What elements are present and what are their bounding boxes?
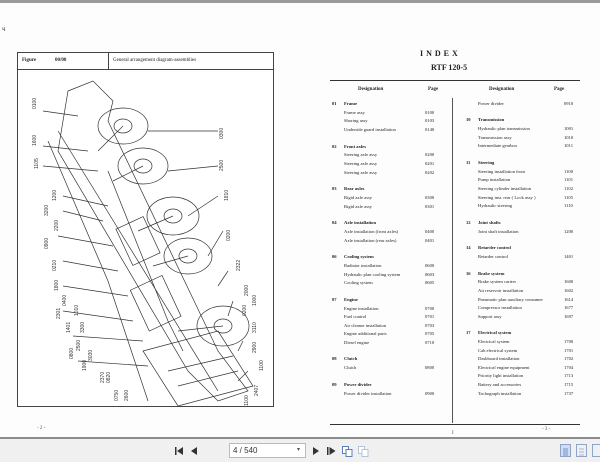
index-entry[interactable] <box>332 389 447 398</box>
section-number: 17 <box>466 330 471 336</box>
entry-page: 0910 <box>564 100 574 106</box>
page-mark: I <box>452 431 454 436</box>
svg-text:3110: 3110 <box>252 322 258 333</box>
entry-name: Priority light installation <box>478 373 524 379</box>
entry-page: 0103 <box>425 118 435 124</box>
entry-page: 0705 <box>425 331 435 337</box>
col-header-page-right: Page <box>554 87 565 92</box>
entry-name: Hydraulic plan cooling system <box>344 271 401 277</box>
figure-header <box>18 53 273 70</box>
first-page-icon <box>175 447 184 455</box>
entry-name: Shoring assy <box>344 118 368 124</box>
entry-page: 1700 <box>564 339 574 345</box>
index-section <box>466 269 586 321</box>
svg-text:2500: 2500 <box>219 159 225 171</box>
entry-name: Steering inst. rear ( Lock assy ) <box>478 194 536 200</box>
entry-name: Intermediate gearbox <box>478 143 518 149</box>
index-entry[interactable] <box>466 372 586 381</box>
index-entry[interactable] <box>466 380 586 389</box>
copy-icon <box>342 446 353 457</box>
svg-text:0750: 0750 <box>114 389 120 401</box>
svg-text:2301: 2301 <box>56 307 62 319</box>
index-entry[interactable] <box>466 295 586 304</box>
entry-page: 1697 <box>564 313 574 319</box>
entry-name: Rigid axle assy <box>344 203 373 209</box>
entry-page: 0703 <box>425 322 435 328</box>
index-entry[interactable] <box>466 389 586 398</box>
entry-page: 1737 <box>564 390 574 396</box>
bottom-rule <box>330 424 580 425</box>
facing-view-button[interactable] <box>592 444 600 457</box>
section-number: 09 <box>332 381 337 387</box>
continuous-view-button[interactable] <box>576 444 587 457</box>
entry-page: 0800 <box>425 365 435 371</box>
entry-name: Engine additional parts <box>344 331 387 337</box>
entry-page: 1011 <box>564 143 574 149</box>
entry-name: Compressor installation <box>478 305 522 311</box>
entry-name: Axle installation (front axles) <box>344 228 399 234</box>
entry-name: Clutch <box>344 365 357 371</box>
section-title: Cooling system <box>344 254 374 260</box>
entry-page: 1701 <box>564 347 574 353</box>
entry-name: Battery and accessories <box>478 382 522 388</box>
single-page-view-button[interactable] <box>560 444 571 457</box>
chevron-down-icon[interactable]: ▾ <box>296 447 300 453</box>
index-section <box>332 142 447 177</box>
entry-name: Frame assy <box>344 109 365 115</box>
svg-text:1900: 1900 <box>82 359 88 371</box>
figure-title: General arrangement diagram-assemblies <box>113 58 197 63</box>
section-number: 11 <box>466 159 471 165</box>
left-page-number: - 2 - <box>37 426 46 431</box>
entry-page: 0603 <box>425 271 435 277</box>
svg-text:1105: 1105 <box>34 158 40 169</box>
index-entry[interactable] <box>332 227 447 236</box>
entry-page: 0900 <box>425 390 435 396</box>
entry-name: Cab electrical system <box>478 347 518 353</box>
section-title: Joint shafts <box>478 219 501 225</box>
entry-name: Cooling system <box>344 280 373 286</box>
section-number: 16 <box>466 270 471 276</box>
svg-text:1100: 1100 <box>259 360 265 371</box>
section-title: Electrical system <box>478 330 512 336</box>
entry-name: Rigid axle assy <box>344 194 373 200</box>
index-entry[interactable] <box>466 337 586 346</box>
svg-text:1200: 1200 <box>52 189 58 201</box>
entry-page: 1602 <box>564 287 574 293</box>
svg-text:1010: 1010 <box>74 304 80 316</box>
entry-name: Underride guard installation <box>344 126 396 132</box>
entry-name: Steering cylinder installation <box>478 185 532 191</box>
column-divider <box>452 98 453 423</box>
section-number: 02 <box>332 143 337 149</box>
truck-chassis-diagram <box>18 71 273 406</box>
svg-text:2407: 2407 <box>254 384 260 396</box>
svg-text:2600: 2600 <box>124 389 130 401</box>
index-section <box>466 158 586 210</box>
index-entry[interactable] <box>466 252 586 261</box>
index-entry[interactable] <box>332 278 447 287</box>
next-page-icon <box>313 447 319 455</box>
entry-page: 1100 <box>564 168 574 174</box>
svg-text:3200: 3200 <box>44 204 50 216</box>
entry-page: 1702 <box>564 356 574 362</box>
section-title: Transmission <box>478 117 505 123</box>
entry-name: Air reservoir installation <box>478 287 524 293</box>
section-title: Rear axles <box>344 186 365 192</box>
svg-text:0200: 0200 <box>226 229 232 241</box>
index-entry[interactable] <box>332 159 447 168</box>
figure-label: Figure <box>22 58 37 63</box>
index-title: INDEX <box>420 49 461 58</box>
entry-page: 1677 <box>564 305 574 311</box>
index-section <box>332 184 447 210</box>
svg-text:3300: 3300 <box>80 321 86 333</box>
index-entry[interactable] <box>332 236 447 245</box>
entry-page: 0710 <box>425 339 435 345</box>
svg-text:1000: 1000 <box>252 294 258 306</box>
entry-page: 0400 <box>425 228 435 234</box>
paste-icon <box>358 446 369 457</box>
index-entry[interactable] <box>466 346 586 355</box>
section-number: 14 <box>466 245 471 251</box>
section-title: Steering <box>478 159 495 165</box>
section-number: 10 <box>466 117 471 123</box>
index-entry[interactable] <box>332 329 447 338</box>
index-entry[interactable] <box>332 304 447 313</box>
entry-page: 0605 <box>425 280 435 286</box>
entry-page: 0100 <box>425 109 435 115</box>
section-title: Brake system <box>478 270 505 276</box>
svg-text:1100: 1100 <box>244 395 250 406</box>
document-viewer[interactable] <box>0 3 600 437</box>
index-entry[interactable] <box>466 354 586 363</box>
index-entry[interactable] <box>332 168 447 177</box>
index-entry[interactable] <box>466 303 586 312</box>
entry-name: Joint shaft installation <box>478 228 519 234</box>
entry-name: Steering axle assy <box>344 169 378 175</box>
svg-text:0100: 0100 <box>32 97 38 109</box>
svg-text:0300: 0300 <box>219 127 225 139</box>
svg-text:2900: 2900 <box>252 341 258 353</box>
entry-name: Power divider <box>478 100 504 106</box>
svg-text:3030: 3030 <box>88 349 94 361</box>
entry-name: Pump installation <box>478 177 511 183</box>
index-entry[interactable] <box>332 125 447 134</box>
entry-page: 1001 <box>564 126 574 132</box>
index-entry[interactable] <box>466 142 586 151</box>
figure-number: 00/00 <box>55 58 67 63</box>
section-number: 01 <box>332 101 337 106</box>
index-entry[interactable] <box>332 117 447 126</box>
right-page-number: - 3 - <box>542 427 551 432</box>
index-entry[interactable] <box>332 270 447 279</box>
svg-text:2200: 2200 <box>54 219 60 231</box>
section-title: Axle installation <box>344 220 377 226</box>
col-header-designation-right: Designation <box>489 87 515 92</box>
entry-name: Steering axle assy <box>344 160 378 166</box>
svg-text:1810: 1810 <box>224 189 230 201</box>
entry-page: 0701 <box>425 314 435 320</box>
index-section <box>466 328 586 397</box>
entry-name: Brake system carrier <box>478 279 517 285</box>
index-section <box>466 243 586 261</box>
entry-page: 1105 <box>564 194 574 200</box>
svg-text:0210: 0210 <box>52 259 58 271</box>
entry-name: Power divider installation <box>344 390 392 396</box>
entry-page: 0202 <box>425 169 435 175</box>
entry-name: Steering axle assy <box>344 152 378 158</box>
entry-name: Air cleaner installation <box>344 322 387 328</box>
index-entry[interactable] <box>332 363 447 372</box>
entry-name: Fuel control <box>344 314 367 320</box>
svg-text:0820: 0820 <box>106 371 112 383</box>
entry-name: Dashboard installation <box>478 356 520 362</box>
entry-name: Electrical engine equipment <box>478 364 530 370</box>
svg-text:0200: 0200 <box>242 304 248 316</box>
entry-name: Electrical system <box>478 339 510 345</box>
index-entry[interactable] <box>466 227 586 236</box>
index-column-right <box>466 99 586 405</box>
index-section <box>332 354 447 372</box>
entry-page: 1102 <box>564 185 574 191</box>
entry-page: 0401 <box>425 237 435 243</box>
index-entry[interactable] <box>466 124 586 133</box>
svg-text:2000: 2000 <box>244 284 250 296</box>
entry-name: Steering installation front <box>478 168 525 174</box>
prev-page-icon <box>191 447 197 455</box>
index-entry[interactable] <box>332 193 447 202</box>
index-entry[interactable] <box>332 338 447 347</box>
section-number: 07 <box>332 296 337 302</box>
svg-text:2370: 2370 <box>100 371 106 383</box>
section-number: 03 <box>332 186 337 192</box>
index-entry[interactable] <box>332 202 447 211</box>
entry-name: Hydraulic steering <box>478 203 513 209</box>
entry-name: Radiator installation <box>344 262 382 268</box>
entry-name: Retarder control <box>478 253 508 259</box>
index-section <box>466 115 586 150</box>
svg-text:0400: 0400 <box>62 294 68 306</box>
entry-page: 0600 <box>425 262 435 268</box>
entry-name: Tachograph installation <box>478 390 522 396</box>
page-number-input[interactable] <box>229 443 306 458</box>
entry-page: 1401 <box>564 253 574 259</box>
index-entry[interactable] <box>466 312 586 321</box>
entry-page: 0700 <box>425 305 435 311</box>
section-title: Front axles <box>344 143 366 149</box>
paste-page-button[interactable] <box>357 445 369 457</box>
next-page-button[interactable] <box>311 445 321 457</box>
index-entry[interactable] <box>466 167 586 176</box>
section-number: 08 <box>332 356 337 362</box>
index-entry[interactable] <box>332 321 447 330</box>
continuous-page-icon <box>577 447 586 458</box>
index-entry[interactable] <box>466 201 586 210</box>
corner-mark: ч <box>2 25 6 33</box>
index-section <box>332 99 447 134</box>
section-title: Frame <box>344 101 358 106</box>
index-section <box>332 252 447 287</box>
svg-text:1401: 1401 <box>66 321 72 333</box>
prev-page-button[interactable] <box>189 445 199 457</box>
svg-text:0800: 0800 <box>69 347 75 359</box>
entry-page: 0300 <box>425 194 435 200</box>
entry-page: 1600 <box>564 279 574 285</box>
entry-page: 1614 <box>564 296 574 302</box>
entry-name: Engine installation <box>344 305 379 311</box>
index-entry[interactable] <box>466 286 586 295</box>
page-number-value: 4 / 540 <box>233 446 258 455</box>
index-entry[interactable] <box>332 108 447 117</box>
section-title: Clutch <box>344 356 358 362</box>
first-page-button[interactable] <box>174 445 184 457</box>
entry-page: 0140 <box>425 126 435 132</box>
entry-name: Support assy <box>478 313 502 319</box>
entry-name: Transmission assy <box>478 134 512 140</box>
index-column-left <box>332 99 447 405</box>
section-title: Retarder control <box>478 245 511 251</box>
index-entry[interactable] <box>466 278 586 287</box>
entry-page: 0201 <box>425 160 435 166</box>
entry-page: 1704 <box>564 364 574 370</box>
entry-page: 1110 <box>564 203 573 209</box>
last-page-button[interactable] <box>326 445 336 457</box>
index-entry[interactable] <box>332 151 447 160</box>
index-entry[interactable] <box>466 193 586 202</box>
entry-name: Hydraulic plan transmission <box>478 126 530 132</box>
entry-page: 0301 <box>425 203 435 209</box>
section-number: 12 <box>466 219 471 225</box>
section-title: Engine <box>344 296 358 302</box>
svg-text:0900: 0900 <box>44 237 50 249</box>
index-section <box>332 295 447 347</box>
svg-text:2500: 2500 <box>76 339 82 351</box>
navigation-toolbar <box>0 437 600 462</box>
svg-text:1600: 1600 <box>32 134 38 146</box>
entry-page: 1713 <box>564 373 574 379</box>
single-page-icon <box>561 447 570 458</box>
entry-page: 1101 <box>564 177 574 183</box>
entry-name: Diesel engine <box>344 339 370 345</box>
col-header-page-left: Page <box>428 87 439 92</box>
section-title: Power divider <box>344 381 372 387</box>
entry-name: Axle installation (rear axles) <box>344 237 397 243</box>
index-section <box>466 99 586 108</box>
section-number: 04 <box>332 220 337 226</box>
index-section <box>332 380 447 398</box>
entry-page: 1010 <box>564 134 574 140</box>
index-section <box>466 218 586 236</box>
svg-text:1800: 1800 <box>54 279 60 291</box>
figure-frame <box>17 52 274 407</box>
entry-page: 1200 <box>564 228 574 234</box>
svg-text:2322: 2322 <box>236 259 242 271</box>
header-divider <box>108 53 109 70</box>
index-entry[interactable] <box>466 133 586 142</box>
entry-name: Pneumatic plan auxiliary consumer <box>478 296 543 302</box>
index-entry[interactable] <box>466 184 586 193</box>
index-entry[interactable] <box>332 312 447 321</box>
copy-page-button[interactable] <box>341 445 353 457</box>
index-entry[interactable] <box>466 176 586 185</box>
col-header-designation-left: Designation <box>358 87 384 92</box>
index-subtitle: RTF 120-5 <box>431 63 468 72</box>
entry-page: 1715 <box>564 382 574 388</box>
index-entry[interactable] <box>332 261 447 270</box>
top-rule <box>330 80 580 81</box>
index-entry[interactable] <box>466 363 586 372</box>
index-section <box>332 218 447 244</box>
section-number: 06 <box>332 254 337 260</box>
entry-page: 0200 <box>425 152 435 158</box>
index-entry[interactable] <box>466 99 586 108</box>
last-page-icon <box>327 447 336 455</box>
